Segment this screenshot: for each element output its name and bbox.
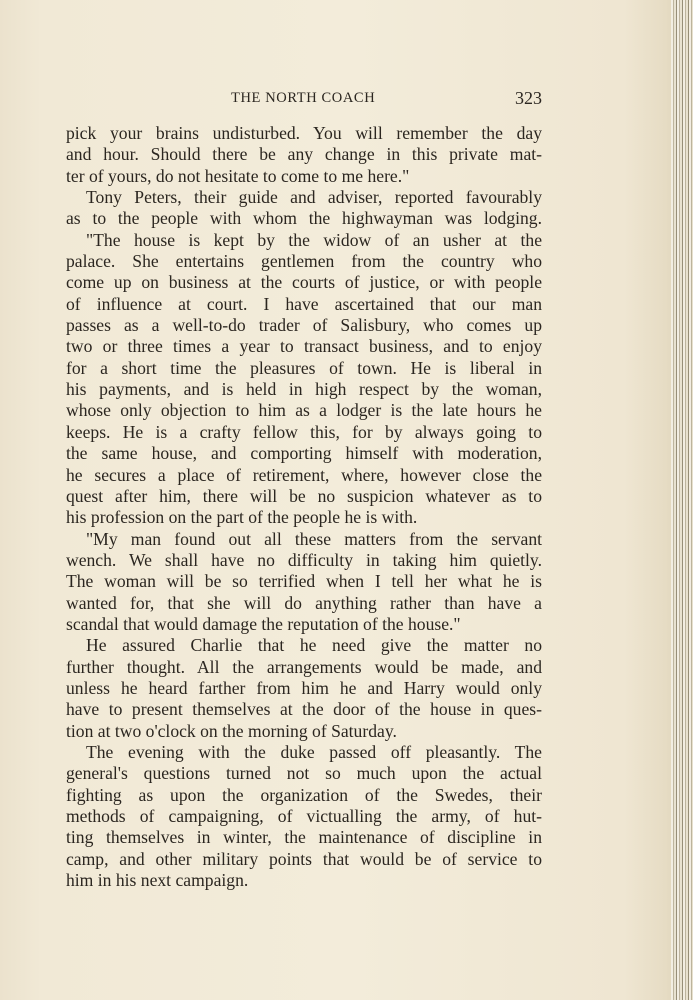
text-line: "The house is kept by the widow of an usher at the — [86, 229, 542, 250]
page-number: 323 — [515, 88, 542, 108]
text-line: and hour. Should there be any change in this private mat- — [66, 144, 542, 165]
text-line: come up on business at the courts of justice, or with people — [66, 272, 542, 293]
text-line: quest after him, there will be no suspicion whatever as to — [66, 485, 542, 506]
text-line: the same house, and comporting himself with moderation, — [66, 443, 542, 464]
text-line: further thought. All the arrangements would be made, and — [66, 656, 542, 677]
text-line: his profession on the part of the people he is with. — [66, 507, 418, 528]
text-line: keeps. He is a crafty fellow this, for by always going to — [66, 421, 542, 442]
text-line: him in his next campaign. — [66, 870, 249, 891]
running-head-title: THE NORTH COACH — [231, 90, 376, 106]
page-edge-binding — [671, 0, 693, 1000]
text-line: wench. We shall have no difficulty in taking him quietly. — [66, 549, 542, 570]
text-line: methods of campaigning, of victualling the army, of hut- — [66, 806, 542, 826]
text-line: passes as a well-to-do trader of Salisbury, who comes up — [66, 315, 542, 336]
text-line: his payments, and is held in high respect by the woman, — [66, 379, 542, 400]
text-line: tion at two o'clock on the morning of Saturday. — [66, 720, 397, 741]
text-line: "My man found out all these matters from the servant — [86, 528, 542, 549]
text-line: fighting as upon the organization of the Swedes, their — [66, 784, 542, 805]
body-text — [66, 123, 542, 891]
text-line: wanted for, that she will do anything rather than have a — [66, 592, 542, 613]
text-line: whose only objection to him as a lodger is the late hours he — [66, 400, 542, 421]
text-line: The woman will be so terrified when I tell her what he is — [66, 571, 542, 592]
text-line: two or three times a year to transact business, and to enjoy — [66, 336, 542, 357]
text-line: ter of yours, do not hesitate to come to me here." — [66, 165, 410, 186]
text-line: unless he heard farther from him he and Harry would only — [66, 677, 542, 698]
text-line: have to present themselves at the door of the house in ques- — [66, 699, 542, 720]
text-line: of influence at court. I have ascertained that our man — [66, 293, 542, 314]
text-line: Tony Peters, their guide and adviser, reported favourably — [86, 187, 542, 208]
text-line: pick your brains undisturbed. You will remember the day — [66, 123, 542, 143]
text-line: for a short time the pleasures of town. He is liberal in — [66, 357, 542, 378]
text-line: palace. She entertains gentlemen from the country who — [66, 251, 542, 272]
text-line: The evening with the duke passed off pleasantly. The — [86, 741, 542, 762]
text-line: as to the people with whom the highwayman was lodging. — [66, 208, 542, 229]
text-line: he secures a place of retirement, where, however close the — [66, 464, 542, 485]
text-line: general's questions turned not so much upon the actual — [66, 763, 542, 784]
running-head — [66, 88, 542, 112]
text-line: ting themselves in winter, the maintenance of discipline in — [66, 827, 542, 848]
text-line: camp, and other military points that would be of service to — [66, 848, 542, 869]
text-line: scandal that would damage the reputation of the house." — [66, 613, 461, 634]
text-line: He assured Charlie that he need give the matter no — [86, 635, 542, 656]
